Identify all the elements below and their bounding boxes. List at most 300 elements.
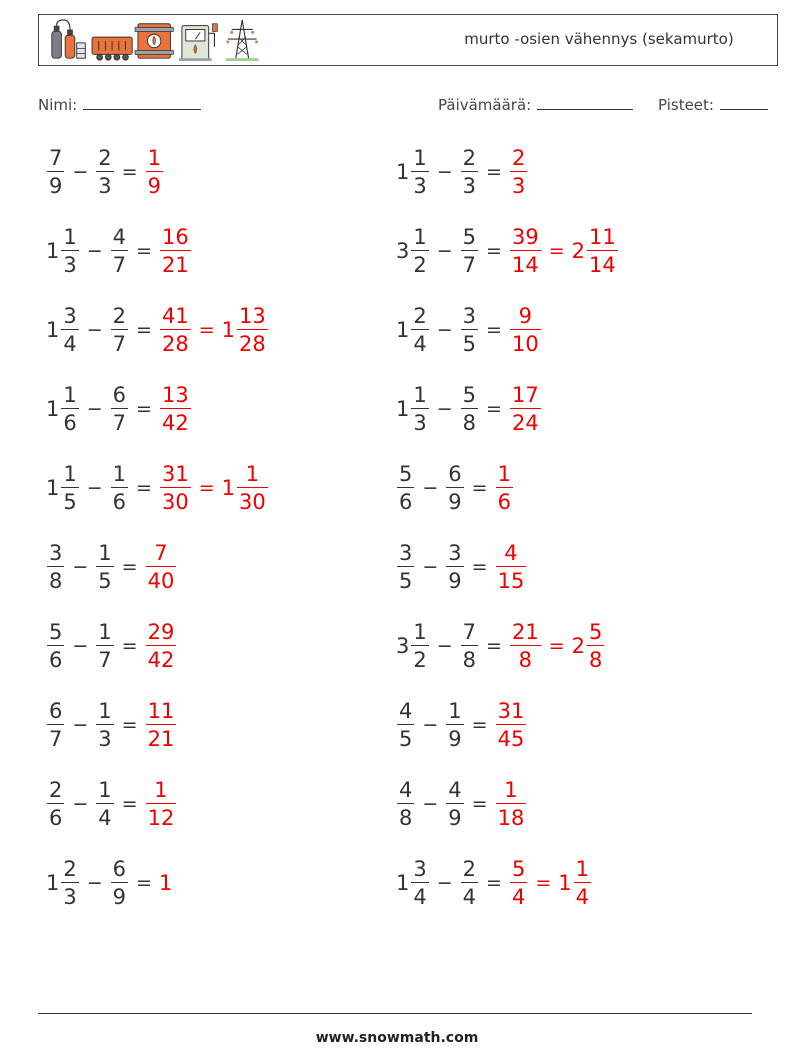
problem-item	[396, 142, 528, 202]
answer-mixed-denominator: 14	[589, 253, 616, 278]
minuend-fraction-bar	[61, 487, 78, 489]
minuend-fraction	[411, 620, 428, 673]
answer-denominator: 24	[511, 411, 539, 436]
subtrahend-numerator: 5	[462, 224, 477, 249]
minuend-denominator: 9	[49, 174, 63, 199]
answer-numerator: 11	[147, 698, 175, 723]
minuend-whole: 1	[46, 475, 60, 500]
subtrahend-fraction	[446, 699, 463, 752]
subtrahend	[445, 699, 464, 752]
minus-sign: −	[72, 714, 89, 736]
minuend-fraction	[411, 225, 428, 278]
answer-mixed-numerator: 11	[589, 224, 616, 249]
problem-item	[396, 300, 542, 360]
answer-mixed	[572, 620, 606, 673]
answer-fraction-bar	[510, 329, 541, 331]
minuend-whole: 1	[396, 396, 410, 421]
answer-numerator: 7	[154, 540, 168, 565]
minuend-numerator: 1	[63, 461, 77, 486]
minuend-whole: 1	[396, 159, 410, 184]
minuend	[396, 857, 430, 910]
minuend-denominator: 6	[49, 806, 63, 831]
minuend-whole: 1	[46, 238, 60, 263]
answer-numerator: 9	[518, 303, 533, 328]
subtrahend-fraction-bar	[446, 487, 463, 489]
subtrahend-fraction-bar	[446, 566, 463, 568]
subtrahend-numerator: 4	[112, 224, 127, 249]
subtrahend-fraction-bar	[96, 171, 113, 173]
minus-sign: −	[86, 240, 103, 262]
minuend-denominator: 4	[413, 885, 427, 910]
subtrahend	[110, 857, 129, 910]
answer-mixed	[572, 225, 619, 278]
answer-denominator: 28	[161, 332, 189, 357]
answer	[159, 462, 192, 515]
answer-mixed-whole: 1	[221, 475, 235, 500]
subtrahend-fraction-bar	[446, 803, 463, 805]
minuend-fraction-bar	[47, 566, 64, 568]
answer-denominator: 15	[497, 569, 525, 594]
subtrahend-fraction-bar	[111, 882, 128, 884]
minus-sign: −	[436, 872, 453, 894]
minuend-fraction-bar	[47, 171, 64, 173]
minuend-denominator: 3	[63, 253, 77, 278]
minuend-numerator: 1	[413, 224, 427, 249]
minuend-fraction-bar	[61, 250, 78, 252]
answer-fraction-bar	[146, 803, 177, 805]
answer-mixed-fraction-bar	[237, 329, 268, 331]
minuend-denominator: 5	[399, 727, 413, 752]
minuend-fraction-bar	[411, 171, 428, 173]
minuend-fraction	[47, 146, 64, 199]
equals-sign: =	[548, 635, 565, 657]
answer-mixed-denominator: 4	[575, 885, 590, 910]
problem-item	[46, 458, 269, 518]
score-label: Pisteet:	[658, 96, 714, 114]
minuend-denominator: 4	[413, 332, 427, 357]
subtrahend-numerator: 6	[112, 856, 127, 881]
answer-denominator: 4	[511, 885, 526, 910]
subtrahend-denominator: 7	[112, 411, 127, 436]
minuend-whole: 1	[396, 317, 410, 342]
subtrahend-numerator: 7	[462, 619, 477, 644]
answer-numerator: 17	[511, 382, 539, 407]
subtrahend-fraction-bar	[446, 724, 463, 726]
subtrahend-fraction	[96, 146, 113, 199]
minuend-fraction-bar	[397, 487, 414, 489]
subtrahend	[95, 778, 114, 831]
answer-numerator: 29	[147, 619, 175, 644]
answer	[159, 225, 192, 278]
subtrahend-denominator: 3	[98, 174, 112, 199]
minuend-numerator: 5	[49, 619, 63, 644]
minuend	[46, 462, 80, 515]
answer-denominator: 9	[147, 174, 161, 199]
subtrahend-numerator: 2	[112, 303, 127, 328]
minuend	[396, 699, 415, 752]
answer-mixed-numerator: 5	[589, 619, 603, 644]
problem-item	[46, 774, 177, 834]
minuend-fraction	[47, 541, 64, 594]
subtrahend-fraction	[461, 620, 478, 673]
subtrahend-fraction-bar	[111, 408, 128, 410]
answer-fraction	[146, 778, 177, 831]
minuend-numerator: 4	[399, 698, 413, 723]
answer-denominator: 8	[518, 648, 533, 673]
minuend-numerator: 3	[63, 303, 77, 328]
minuend-fraction	[61, 462, 78, 515]
answer-mixed	[222, 462, 269, 515]
minuend-numerator: 3	[49, 540, 63, 565]
minuend-whole: 3	[396, 238, 410, 263]
subtrahend-denominator: 8	[462, 648, 477, 673]
answer-fraction	[510, 146, 527, 199]
subtrahend-denominator: 7	[112, 253, 127, 278]
minus-sign: −	[422, 477, 439, 499]
minuend-denominator: 5	[399, 569, 413, 594]
subtrahend	[110, 383, 129, 436]
answer-fraction	[496, 462, 513, 515]
minuend-fraction	[61, 304, 78, 357]
answer-denominator: 21	[161, 253, 189, 278]
answer	[145, 778, 178, 831]
minuend	[396, 304, 430, 357]
answer-denominator: 3	[511, 174, 526, 199]
minuend-denominator: 3	[413, 411, 427, 436]
answer-fraction	[146, 620, 177, 673]
subtrahend-denominator: 4	[462, 885, 477, 910]
minuend-fraction-bar	[47, 645, 64, 647]
minuend	[396, 462, 415, 515]
equals-sign: =	[136, 319, 152, 341]
subtrahend-numerator: 5	[462, 382, 477, 407]
problem-item	[396, 774, 527, 834]
answer	[158, 870, 173, 895]
subtrahend	[445, 541, 464, 594]
subtrahend-fraction	[446, 462, 463, 515]
problem-item	[46, 142, 164, 202]
minuend-fraction-bar	[411, 645, 428, 647]
equals-sign: =	[121, 714, 138, 736]
minuend-fraction	[61, 225, 78, 278]
answer-fraction-bar	[160, 329, 191, 331]
minuend-numerator: 1	[413, 382, 427, 407]
answer-numerator: 1	[497, 461, 511, 486]
subtrahend-fraction-bar	[461, 882, 478, 884]
minuend-fraction	[411, 146, 428, 199]
subtrahend	[460, 383, 479, 436]
answer-numerator: 31	[161, 461, 189, 486]
subtrahend	[445, 778, 464, 831]
subtrahend-numerator: 1	[98, 540, 112, 565]
equals-sign: =	[471, 477, 488, 499]
minus-sign: −	[422, 793, 439, 815]
subtrahend-numerator: 1	[112, 461, 127, 486]
subtrahend	[110, 304, 129, 357]
minuend-denominator: 2	[413, 253, 427, 278]
subtrahend-fraction-bar	[461, 250, 478, 252]
minus-sign: −	[436, 319, 453, 341]
subtrahend-denominator: 9	[112, 885, 127, 910]
minuend-numerator: 4	[399, 777, 413, 802]
minuend-denominator: 7	[49, 727, 63, 752]
answer-fraction-bar	[496, 724, 527, 726]
answer	[495, 699, 528, 752]
problem-item	[46, 695, 177, 755]
problem-item	[396, 458, 514, 518]
equals-sign: =	[486, 398, 502, 420]
minus-sign: −	[86, 477, 103, 499]
answer-fraction	[510, 225, 541, 278]
subtrahend-denominator: 5	[462, 332, 477, 357]
subtrahend-fraction-bar	[111, 487, 128, 489]
footer-divider	[38, 1013, 752, 1014]
minuend	[396, 541, 415, 594]
subtrahend-numerator: 1	[448, 698, 462, 723]
answer-fraction	[160, 383, 191, 436]
subtrahend-numerator: 4	[448, 777, 462, 802]
answer-fraction-bar	[160, 250, 191, 252]
subtrahend-denominator: 5	[98, 569, 112, 594]
answer	[145, 146, 164, 199]
minuend-numerator: 1	[413, 145, 427, 170]
subtrahend-numerator: 3	[462, 303, 477, 328]
answer-fraction	[496, 778, 527, 831]
answer-denominator: 45	[497, 727, 525, 752]
answer-fraction-bar	[496, 487, 513, 489]
subtrahend-fraction-bar	[96, 566, 113, 568]
answer-whole: 1	[158, 870, 173, 895]
minuend-fraction-bar	[47, 803, 64, 805]
minuend-denominator: 8	[399, 806, 413, 831]
subtrahend-fraction-bar	[461, 171, 478, 173]
answer-denominator: 6	[497, 490, 511, 515]
subtrahend-numerator: 1	[98, 698, 112, 723]
minuend-denominator: 8	[49, 569, 63, 594]
minus-sign: −	[422, 556, 439, 578]
equals-sign: =	[136, 872, 152, 894]
minuend-fraction	[397, 699, 414, 752]
minuend-denominator: 2	[413, 648, 427, 673]
minuend	[396, 225, 430, 278]
minuend-denominator: 4	[63, 332, 77, 357]
problem-item	[46, 300, 269, 360]
minuend	[46, 383, 80, 436]
problem-item	[396, 221, 619, 281]
minuend-denominator: 5	[63, 490, 77, 515]
answer	[145, 699, 178, 752]
minuend-numerator: 5	[399, 461, 413, 486]
minuend-denominator: 6	[63, 411, 77, 436]
subtrahend-fraction	[111, 225, 128, 278]
subtrahend-fraction	[446, 541, 463, 594]
minuend	[396, 146, 430, 199]
answer-denominator: 14	[511, 253, 539, 278]
answer-mixed-fraction-bar	[574, 882, 591, 884]
minuend-denominator: 3	[63, 885, 77, 910]
answer-denominator: 10	[511, 332, 539, 357]
answer-denominator: 21	[147, 727, 175, 752]
answer-fraction	[496, 541, 527, 594]
answer-mixed-fraction	[587, 620, 604, 673]
answer-mixed-numerator: 1	[245, 461, 260, 486]
footer-website: www.snowmath.com	[315, 1030, 479, 1046]
minuend-fraction-bar	[397, 566, 414, 568]
answer-fraction	[510, 304, 541, 357]
minuend-fraction	[397, 541, 414, 594]
equals-sign: =	[136, 240, 152, 262]
subtrahend-fraction	[461, 857, 478, 910]
subtrahend-fraction-bar	[96, 724, 113, 726]
answer-denominator: 30	[161, 490, 189, 515]
equals-sign: =	[471, 793, 488, 815]
equals-sign: =	[486, 872, 502, 894]
problem-item	[396, 537, 527, 597]
subtrahend	[460, 857, 479, 910]
answer	[159, 304, 192, 357]
answer-denominator: 42	[147, 648, 175, 673]
minuend-numerator: 6	[49, 698, 63, 723]
minuend-denominator: 6	[49, 648, 63, 673]
subtrahend-fraction	[461, 383, 478, 436]
minuend	[46, 304, 80, 357]
answer-numerator: 31	[497, 698, 525, 723]
equals-sign: =	[535, 872, 552, 894]
equals-sign: =	[471, 714, 488, 736]
minuend-fraction-bar	[411, 329, 428, 331]
answer-numerator: 1	[147, 145, 161, 170]
minuend-fraction-bar	[397, 724, 414, 726]
minuend-fraction-bar	[61, 882, 78, 884]
subtrahend-denominator: 7	[462, 253, 477, 278]
minuend-fraction-bar	[397, 803, 414, 805]
subtrahend	[460, 225, 479, 278]
subtrahend-fraction-bar	[461, 408, 478, 410]
problem-item	[396, 853, 592, 913]
problem-item	[396, 379, 542, 439]
answer	[145, 541, 178, 594]
answer	[495, 778, 528, 831]
subtrahend-numerator: 2	[462, 145, 477, 170]
subtrahend-denominator: 7	[112, 332, 127, 357]
minuend-numerator: 3	[399, 540, 413, 565]
answer-fraction	[510, 620, 541, 673]
problem-item	[46, 379, 192, 439]
minuend	[46, 778, 65, 831]
problem-item	[396, 616, 605, 676]
answer	[509, 620, 542, 673]
subtrahend-fraction	[96, 541, 113, 594]
answer-mixed-fraction-bar	[587, 250, 618, 252]
answer-mixed-fraction	[587, 225, 618, 278]
answer-mixed-denominator: 30	[239, 490, 266, 515]
minuend-numerator: 1	[63, 382, 77, 407]
answer-mixed-denominator: 28	[239, 332, 266, 357]
subtrahend-fraction	[111, 857, 128, 910]
answer-fraction-bar	[146, 566, 177, 568]
minus-sign: −	[72, 635, 89, 657]
subtrahend	[95, 699, 114, 752]
minuend-numerator: 3	[413, 856, 427, 881]
subtrahend-numerator: 1	[98, 777, 112, 802]
subtrahend-denominator: 7	[98, 648, 112, 673]
answer	[509, 146, 528, 199]
subtrahend	[445, 462, 464, 515]
minuend-fraction-bar	[61, 329, 78, 331]
answer-mixed-numerator: 13	[239, 303, 266, 328]
minus-sign: −	[86, 872, 103, 894]
subtrahend-fraction	[96, 699, 113, 752]
answer	[509, 304, 542, 357]
equals-sign: =	[486, 161, 502, 183]
worksheet-title: murto -osien vähennys (sekamurto)	[464, 30, 734, 48]
minuend	[46, 225, 80, 278]
minuend-fraction-bar	[411, 408, 428, 410]
subtrahend-fraction	[111, 383, 128, 436]
subtrahend-fraction	[111, 304, 128, 357]
answer-fraction-bar	[496, 803, 527, 805]
answer-fraction-bar	[510, 171, 527, 173]
minuend-numerator: 7	[49, 145, 63, 170]
subtrahend-numerator: 1	[98, 619, 112, 644]
subtrahend-fraction	[96, 778, 113, 831]
equals-sign: =	[121, 793, 138, 815]
minuend-fraction-bar	[411, 882, 428, 884]
minuend-numerator: 2	[49, 777, 63, 802]
answer-denominator: 42	[161, 411, 189, 436]
minuend-whole: 1	[46, 870, 60, 895]
answer-mixed-denominator: 8	[589, 648, 603, 673]
answer	[145, 620, 178, 673]
equals-sign: =	[198, 477, 215, 499]
subtrahend	[460, 146, 479, 199]
subtrahend-numerator: 2	[462, 856, 477, 881]
minuend	[46, 146, 65, 199]
subtrahend-fraction-bar	[96, 645, 113, 647]
subtrahend	[95, 541, 114, 594]
minuend-fraction-bar	[47, 724, 64, 726]
answer-mixed-whole: 2	[571, 633, 585, 658]
answer-denominator: 18	[497, 806, 525, 831]
minuend-whole: 3	[396, 633, 410, 658]
answer-fraction-bar	[146, 724, 177, 726]
minus-sign: −	[86, 398, 103, 420]
answer-mixed-fraction	[237, 462, 268, 515]
minuend-fraction	[47, 699, 64, 752]
answer-fraction-bar	[146, 645, 177, 647]
minus-sign: −	[436, 240, 453, 262]
minuend-fraction	[411, 304, 428, 357]
subtrahend-numerator: 2	[98, 145, 112, 170]
minuend-whole: 1	[46, 317, 60, 342]
minuend-fraction	[47, 620, 64, 673]
minuend-fraction-bar	[61, 408, 78, 410]
subtrahend-fraction-bar	[111, 329, 128, 331]
answer-numerator: 4	[504, 540, 518, 565]
answer-mixed-whole: 1	[221, 317, 235, 342]
minus-sign: −	[436, 398, 453, 420]
answer-mixed-whole: 1	[558, 870, 572, 895]
answer-fraction	[146, 699, 177, 752]
answer-fraction-bar	[510, 882, 527, 884]
subtrahend-fraction-bar	[461, 329, 478, 331]
minuend	[46, 620, 65, 673]
problem-item	[46, 221, 192, 281]
answer-numerator: 41	[161, 303, 189, 328]
minuend-numerator: 2	[63, 856, 77, 881]
minus-sign: −	[72, 556, 89, 578]
answer	[509, 383, 542, 436]
